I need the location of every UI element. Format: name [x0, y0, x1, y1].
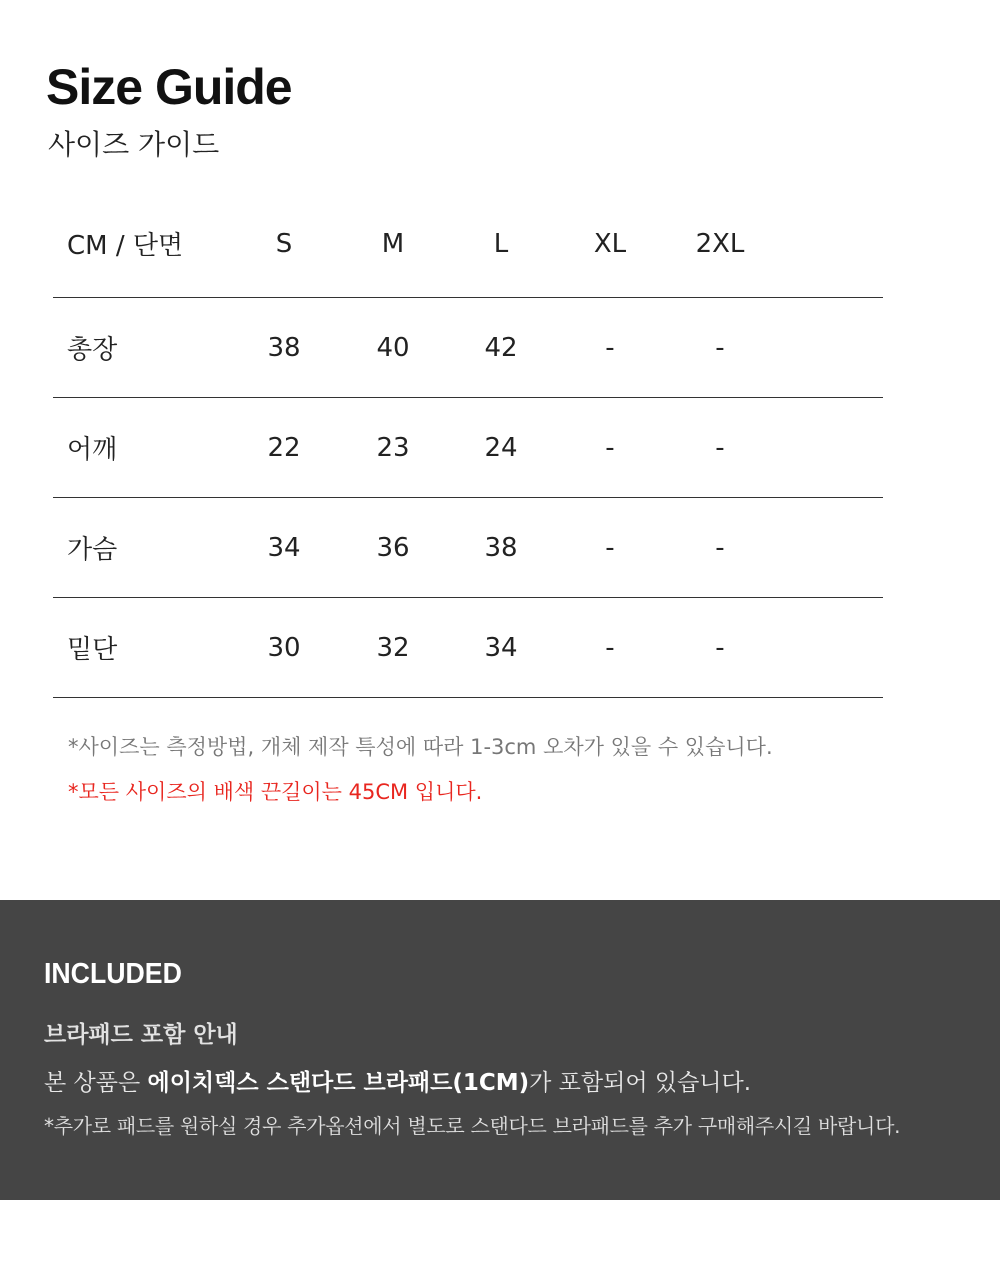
- included-description: [44, 1072, 751, 1095]
- table-cell: [776, 498, 883, 598]
- included-line1-suffix: 가 포함되어 있습니다.: [529, 1070, 752, 1096]
- header-size-2xl: 2XL: [664, 190, 776, 298]
- table-cell: -: [664, 598, 776, 698]
- header-size-xl: XL: [556, 190, 664, 298]
- size-table: [53, 190, 883, 698]
- row-label: 어깨: [53, 398, 228, 498]
- table-cell: -: [664, 398, 776, 498]
- included-line1-prefix: 본 상품은: [44, 1070, 148, 1096]
- header-unit: CM / 단면: [53, 190, 228, 298]
- included-additional-note: *추가로 패드를 원하실 경우 추가옵션에서 별도로 스탠다드 브라패드를 추가 구매해주시길 바랍니다.: [44, 1114, 901, 1138]
- table-cell: 40: [340, 298, 446, 398]
- page-subtitle: 사이즈 가이드: [48, 128, 220, 161]
- measurement-note: *사이즈는 측정방법, 개체 제작 특성에 따라 1-3cm 오차가 있을 수 있습니다.: [68, 735, 773, 759]
- table-cell: 42: [446, 298, 556, 398]
- table-cell: 34: [228, 498, 340, 598]
- table-cell: 38: [228, 298, 340, 398]
- header-size-s: S: [228, 190, 340, 298]
- table-cell: -: [556, 598, 664, 698]
- table-cell: 23: [340, 398, 446, 498]
- table-cell: 38: [446, 498, 556, 598]
- table-row: [53, 498, 883, 598]
- table-row: [53, 598, 883, 698]
- row-label: 총장: [53, 298, 228, 398]
- table-cell: -: [664, 498, 776, 598]
- included-subtitle: 브라패드 포함 안내: [44, 1022, 238, 1048]
- header-blank: [776, 190, 883, 298]
- table-cell: 22: [228, 398, 340, 498]
- table-cell: -: [556, 498, 664, 598]
- page-title: Size Guide: [46, 59, 292, 115]
- table-cell: [776, 598, 883, 698]
- header-size-l: L: [446, 190, 556, 298]
- included-product-name: 에이치덱스 스탠다드 브라패드(1CM): [147, 1070, 530, 1096]
- table-cell: 30: [228, 598, 340, 698]
- table-cell: 32: [340, 598, 446, 698]
- header-size-m: M: [340, 190, 446, 298]
- table-cell: 24: [446, 398, 556, 498]
- table-cell: -: [556, 298, 664, 398]
- included-title: INCLUDED: [44, 958, 182, 990]
- table-cell: [776, 298, 883, 398]
- table-cell: 34: [446, 598, 556, 698]
- included-section: [0, 900, 1000, 1200]
- row-label: 밑단: [53, 598, 228, 698]
- table-cell: -: [556, 398, 664, 498]
- row-label: 가슴: [53, 498, 228, 598]
- table-header-row: [53, 190, 883, 298]
- strap-length-note: *모든 사이즈의 배색 끈길이는 45CM 입니다.: [68, 780, 483, 804]
- table-cell: [776, 398, 883, 498]
- table-row: [53, 298, 883, 398]
- table-cell: -: [664, 298, 776, 398]
- table-cell: 36: [340, 498, 446, 598]
- table-row: [53, 398, 883, 498]
